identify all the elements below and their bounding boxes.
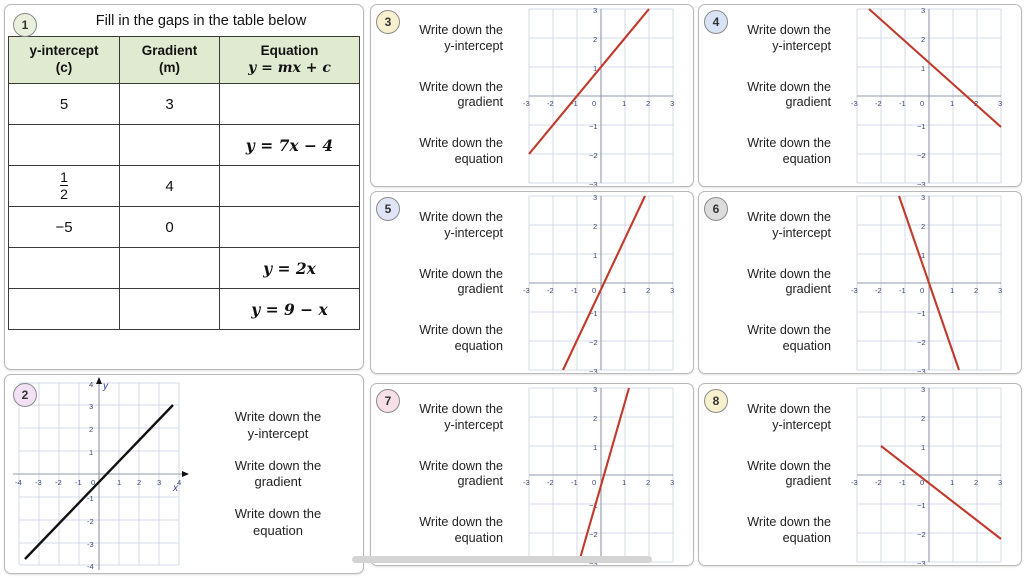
question-number-8: 8 <box>712 394 720 408</box>
cell-equation[interactable] <box>220 207 360 248</box>
question-6-card <box>698 191 1022 374</box>
prompt-line-1: Write down the <box>419 136 503 151</box>
svg-text:-1: -1 <box>87 494 94 503</box>
table-row <box>9 289 360 330</box>
svg-text:2: 2 <box>921 222 926 231</box>
prompt-line-1: Write down the <box>419 23 503 38</box>
prompt-line-2: equation <box>782 151 831 166</box>
svg-text:−2: −2 <box>917 151 926 160</box>
question-5-card <box>370 191 694 374</box>
prompt-equation <box>201 506 355 539</box>
axes <box>529 9 673 183</box>
prompt-line-2: gradient <box>457 474 503 489</box>
plotted-line <box>869 9 1001 127</box>
prompt-line-2: y-intercept <box>444 226 503 241</box>
question-3-card <box>370 4 694 187</box>
graph-q5 <box>509 192 693 373</box>
svg-text:-2: -2 <box>875 286 882 295</box>
svg-text:1: 1 <box>622 478 627 487</box>
prompt-line-1: Write down the <box>419 515 503 530</box>
svg-text:2: 2 <box>646 286 651 295</box>
svg-text:1: 1 <box>950 286 955 295</box>
question-number-badge <box>376 389 400 413</box>
svg-text:3: 3 <box>157 478 162 487</box>
svg-text:−1: −1 <box>589 501 598 510</box>
svg-text:-1: -1 <box>899 99 906 108</box>
svg-text:-3: -3 <box>87 540 94 549</box>
svg-text:−2: −2 <box>917 530 926 539</box>
cell-y-intercept[interactable] <box>9 166 120 207</box>
svg-text:-3: -3 <box>851 286 858 295</box>
svg-text:0: 0 <box>920 99 925 108</box>
svg-text:-3: -3 <box>851 99 858 108</box>
svg-text:-2: -2 <box>547 286 554 295</box>
question-number-2: 2 <box>21 388 29 402</box>
column-header-y-intercept <box>9 37 120 84</box>
svg-text:−3: −3 <box>917 367 926 374</box>
plotted-line <box>529 9 649 154</box>
svg-text:1: 1 <box>950 478 955 487</box>
svg-text:−2: −2 <box>589 338 598 347</box>
axes <box>857 9 1001 183</box>
graph-svg-q7 <box>509 384 693 566</box>
question-number-4: 4 <box>712 15 720 29</box>
svg-text:−1: −1 <box>589 309 598 318</box>
svg-text:-1: -1 <box>75 478 82 487</box>
svg-text:3: 3 <box>998 99 1003 108</box>
svg-text:3: 3 <box>670 478 675 487</box>
table-row <box>9 125 360 166</box>
question-number-badge <box>376 10 400 34</box>
prompt-line-1: Write down the <box>234 457 322 473</box>
svg-text:2: 2 <box>137 478 142 487</box>
prompt-line-1: Write down the <box>747 136 831 151</box>
svg-text:-1: -1 <box>571 478 578 487</box>
graph-svg-q6 <box>837 192 1021 374</box>
prompt-equation <box>721 136 831 167</box>
prompt-line-2: gradient <box>457 95 503 110</box>
cell-gradient[interactable]: 3 <box>120 84 220 125</box>
header-y-intercept-line2: (c) <box>55 60 73 76</box>
prompt-line-1: Write down the <box>419 210 503 225</box>
prompt-y-intercept <box>393 210 503 241</box>
prompt-line-2: gradient <box>785 282 831 297</box>
prompt-line-1: Write down the <box>747 323 831 338</box>
cell-equation[interactable] <box>220 84 360 125</box>
svg-text:-2: -2 <box>87 517 94 526</box>
question-2-card <box>4 374 364 574</box>
svg-text:4: 4 <box>89 380 94 389</box>
svg-text:−3: −3 <box>589 367 598 374</box>
prompt-line-1: Write down the <box>747 23 831 38</box>
prompt-gradient <box>393 267 503 298</box>
question-number-7: 7 <box>384 394 392 408</box>
prompt-gradient <box>393 459 503 490</box>
svg-text:−3: −3 <box>917 180 926 187</box>
svg-text:3: 3 <box>593 6 598 15</box>
svg-text:2: 2 <box>921 414 926 423</box>
graph-svg-q5 <box>509 192 693 374</box>
cell-gradient[interactable]: 0 <box>120 207 220 248</box>
svg-text:1: 1 <box>950 99 955 108</box>
svg-text:3: 3 <box>89 402 94 411</box>
question-1-title: Fill in the gaps in the table below <box>95 13 307 29</box>
svg-text:-4: -4 <box>87 562 94 571</box>
header-y-intercept-line1: y-intercept <box>29 43 99 59</box>
svg-text:0: 0 <box>920 478 925 487</box>
prompt-line-1: Write down the <box>419 79 503 94</box>
graph-svg-q8 <box>837 384 1021 566</box>
svg-text:2: 2 <box>593 35 598 44</box>
fraction-denominator: 2 <box>60 185 68 202</box>
prompt-line-2: equation <box>454 151 503 166</box>
svg-text:−1: −1 <box>917 122 926 131</box>
cell-equation[interactable]: y = 7x − 4 <box>220 125 360 166</box>
question-number-3: 3 <box>384 15 392 29</box>
cell-equation[interactable]: y = 2x <box>220 248 360 289</box>
prompt-line-1: Write down the <box>234 409 322 425</box>
question-8-card <box>698 383 1022 566</box>
cell-y-intercept[interactable]: −5 <box>9 207 120 248</box>
svg-text:−3: −3 <box>589 180 598 187</box>
svg-text:1: 1 <box>117 478 122 487</box>
question-number-badge <box>704 10 728 34</box>
svg-text:2: 2 <box>89 425 94 434</box>
fraction-one-half <box>60 170 68 201</box>
svg-text:3: 3 <box>921 193 926 202</box>
prompt-line-2: equation <box>454 338 503 353</box>
svg-text:-2: -2 <box>875 478 882 487</box>
question-number-5: 5 <box>384 202 392 216</box>
svg-text:−2: −2 <box>589 151 598 160</box>
prompt-equation <box>393 136 503 167</box>
cell-equation[interactable]: y = 9 − x <box>220 289 360 330</box>
fraction-numerator: 1 <box>60 169 68 186</box>
svg-text:1: 1 <box>921 64 926 73</box>
svg-text:3: 3 <box>670 286 675 295</box>
prompt-line-1: Write down the <box>747 402 831 417</box>
cell-gradient[interactable] <box>120 289 220 330</box>
svg-text:−1: −1 <box>917 309 926 318</box>
question-number-badge <box>13 383 37 407</box>
question-number-badge <box>376 197 400 221</box>
prompt-line-2: equation <box>782 530 831 545</box>
graph-q7 <box>509 384 693 565</box>
prompt-line-1: Write down the <box>419 402 503 417</box>
svg-text:3: 3 <box>593 385 598 394</box>
svg-text:2: 2 <box>593 222 598 231</box>
prompt-gradient <box>721 267 831 298</box>
axis-label-y: y <box>103 381 108 392</box>
prompt-line-1: Write down the <box>747 515 831 530</box>
svg-text:-1: -1 <box>899 286 906 295</box>
prompt-line-2: gradient <box>785 95 831 110</box>
question-1-card <box>4 4 364 370</box>
svg-text:2: 2 <box>593 414 598 423</box>
prompt-equation <box>721 515 831 546</box>
gaps-table <box>8 36 360 330</box>
cell-y-intercept[interactable] <box>9 248 120 289</box>
svg-text:-3: -3 <box>35 478 42 487</box>
svg-text:1: 1 <box>593 64 598 73</box>
svg-text:2: 2 <box>921 35 926 44</box>
prompt-line-2: equation <box>454 530 503 545</box>
axes <box>13 377 189 570</box>
svg-text:−3: −3 <box>917 559 926 566</box>
graph-q2 <box>5 375 201 573</box>
svg-text:2: 2 <box>974 286 979 295</box>
prompt-line-2: equation <box>253 522 303 538</box>
prompt-line-2: y-intercept <box>772 39 831 54</box>
svg-text:-3: -3 <box>523 286 530 295</box>
svg-text:4: 4 <box>177 478 182 487</box>
svg-text:−2: −2 <box>917 338 926 347</box>
svg-text:-3: -3 <box>523 478 530 487</box>
prompt-y-intercept <box>721 23 831 54</box>
svg-text:0: 0 <box>592 286 597 295</box>
horizontal-scrollbar[interactable] <box>352 556 652 563</box>
svg-text:-3: -3 <box>523 99 530 108</box>
prompt-gradient <box>201 458 355 491</box>
table-row <box>9 84 360 125</box>
svg-text:2: 2 <box>646 99 651 108</box>
axes <box>529 388 673 562</box>
svg-text:2: 2 <box>646 478 651 487</box>
svg-text:3: 3 <box>998 478 1003 487</box>
axes <box>857 388 1001 562</box>
prompt-y-intercept <box>201 409 355 442</box>
prompt-line-2: equation <box>782 338 831 353</box>
graph-svg-q4 <box>837 5 1021 187</box>
cell-y-intercept[interactable]: 5 <box>9 84 120 125</box>
prompts-q2 <box>201 375 363 573</box>
svg-text:1: 1 <box>593 443 598 452</box>
table-row <box>9 207 360 248</box>
graph-q4 <box>837 5 1021 186</box>
prompt-gradient <box>721 459 831 490</box>
header-equation-line1: Equation <box>260 43 319 58</box>
cell-gradient[interactable] <box>120 125 220 166</box>
svg-text:-3: -3 <box>851 478 858 487</box>
svg-text:3: 3 <box>670 99 675 108</box>
svg-text:1: 1 <box>593 251 598 260</box>
svg-text:−1: −1 <box>917 501 926 510</box>
graph-q8 <box>837 384 1021 565</box>
svg-text:0: 0 <box>920 286 925 295</box>
svg-text:1: 1 <box>921 251 926 260</box>
cell-gradient[interactable]: 4 <box>120 166 220 207</box>
prompt-gradient <box>393 80 503 111</box>
prompt-line-2: gradient <box>254 474 302 489</box>
svg-text:1: 1 <box>622 99 627 108</box>
header-gradient-line1: Gradient <box>141 43 198 59</box>
axis-label-x: x <box>173 483 178 494</box>
prompt-line-2: gradient <box>457 282 503 297</box>
table-row <box>9 166 360 207</box>
svg-text:1: 1 <box>622 286 627 295</box>
prompt-line-1: Write down the <box>747 210 831 225</box>
svg-text:-1: -1 <box>571 286 578 295</box>
svg-text:3: 3 <box>921 6 926 15</box>
question-number-1: 1 <box>21 18 29 32</box>
question-4-card <box>698 4 1022 187</box>
prompt-equation <box>393 323 503 354</box>
header-gradient-line2: (m) <box>159 60 180 76</box>
cell-equation[interactable] <box>220 166 360 207</box>
prompt-y-intercept <box>721 210 831 241</box>
svg-text:-2: -2 <box>547 99 554 108</box>
svg-text:0: 0 <box>91 478 96 487</box>
prompt-line-2: y-intercept <box>772 226 831 241</box>
graph-q3 <box>509 5 693 186</box>
question-number-badge <box>13 13 37 37</box>
prompt-line-2: y-intercept <box>772 418 831 433</box>
prompt-line-1: Write down the <box>419 323 503 338</box>
svg-text:1: 1 <box>89 448 94 457</box>
svg-text:-2: -2 <box>547 478 554 487</box>
question-number-badge <box>704 389 728 413</box>
svg-text:3: 3 <box>921 385 926 394</box>
question-7-card <box>370 383 694 566</box>
prompt-y-intercept <box>721 402 831 433</box>
svg-text:-2: -2 <box>55 478 62 487</box>
svg-text:0: 0 <box>592 478 597 487</box>
prompt-y-intercept <box>393 402 503 433</box>
plotted-line <box>881 446 1001 539</box>
graph-svg-q2 <box>5 375 201 573</box>
cell-y-intercept[interactable] <box>9 289 120 330</box>
column-header-gradient <box>120 37 220 84</box>
svg-text:−2: −2 <box>589 530 598 539</box>
table-row <box>9 248 360 289</box>
svg-text:1: 1 <box>921 443 926 452</box>
graph-q6 <box>837 192 1021 373</box>
prompt-line-1: Write down the <box>234 506 322 522</box>
question-number-6: 6 <box>712 202 720 216</box>
cell-y-intercept[interactable] <box>9 125 120 166</box>
cell-gradient[interactable] <box>120 248 220 289</box>
svg-text:3: 3 <box>593 193 598 202</box>
prompt-line-1: Write down the <box>419 458 503 473</box>
prompt-line-2: y-intercept <box>444 418 503 433</box>
axes <box>529 196 673 370</box>
prompt-line-1: Write down the <box>747 458 831 473</box>
svg-text:-4: -4 <box>15 478 22 487</box>
svg-text:-1: -1 <box>899 478 906 487</box>
prompt-equation <box>393 515 503 546</box>
question-number-badge <box>704 197 728 221</box>
table-header-row <box>9 37 360 84</box>
svg-text:3: 3 <box>998 286 1003 295</box>
prompt-equation <box>721 323 831 354</box>
prompt-line-2: y-intercept <box>444 39 503 54</box>
prompt-line-2: gradient <box>785 474 831 489</box>
svg-text:2: 2 <box>974 99 979 108</box>
prompt-line-1: Write down the <box>419 266 503 281</box>
graph-svg-q3 <box>509 5 693 187</box>
column-header-equation <box>220 37 360 84</box>
svg-text:−1: −1 <box>589 122 598 131</box>
prompt-line-2: y-intercept <box>247 425 309 441</box>
prompt-line-1: Write down the <box>747 266 831 281</box>
svg-text:-1: -1 <box>571 99 578 108</box>
svg-text:2: 2 <box>974 478 979 487</box>
prompt-y-intercept <box>393 23 503 54</box>
svg-text:0: 0 <box>592 99 597 108</box>
svg-text:-2: -2 <box>875 99 882 108</box>
prompt-line-1: Write down the <box>747 79 831 94</box>
prompt-gradient <box>721 80 831 111</box>
header-equation-formula: y = mx + c <box>248 59 331 76</box>
